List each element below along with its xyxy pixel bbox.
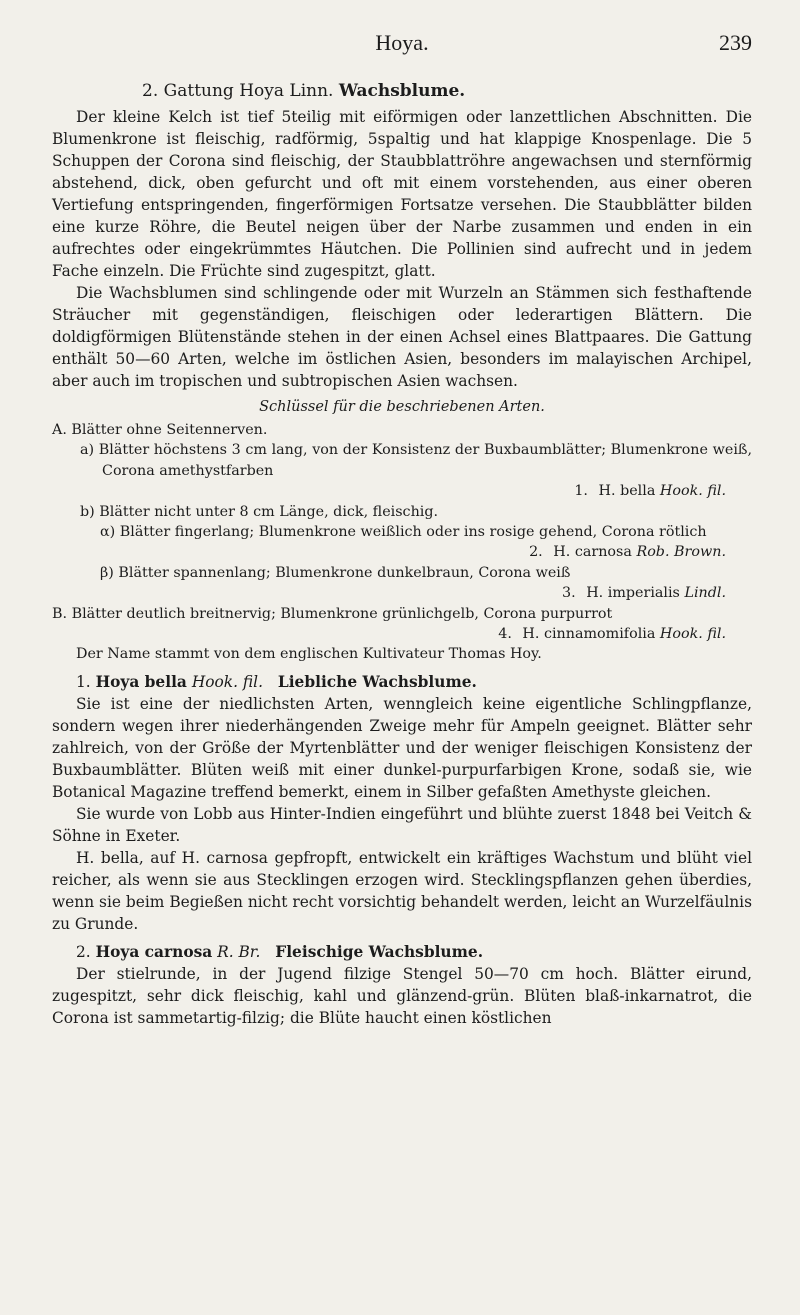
genus-common-name: Wachsblume. (338, 81, 466, 101)
species-bella-description: Sie ist eine der niedlichsten Arten, wenngleich keine eigentliche Schlingpflanze, sondern wegen ihrer niederhängenden Zweige mehr für Ampeln geeignet. Blätter sehr zahlreich, von der Größe der Myrtenblätter und der weniger fleischigen Konsistenz der Buxbaumblätter. Blüten weiß mit einer dunkel-purpurfarbigen Krone, sodaß sie, wie Botanical Magazine treffend bemerkt, einem in Silber gefaßten Amethyste gleichen. (52, 694, 752, 801)
key-result-3: 3. H. imperialis Lindl. (561, 585, 726, 602)
genus-label: Gattung (163, 81, 234, 101)
genus-description: Der kleine Kelch ist tief 5teilig mit eiförmigen oder lanzettlichen Abschnitten. Die Blumenkrone ist fleischig, radförmig, 5spaltig und hat klappige Knospenlage. Die 5 Schuppen der Corona sind fleischig, der Staubblattröhre angewachsen und sternförmig abstehend, dick, oben gefurcht und oft mit einem vorstehenden, aus einer oberen Vertiefung entspringenden, fingerförmigen Fortsatze versehen. Die Staubblätter bilden eine kurze Röhre, die Beutel neigen über der Narbe zusammen und enden in ein aufrechtes oder eingekrümmtes Häutchen. Die Pollinien sind aufrecht und in jedem Fache einzeln. Die Früchte sind zugespitzt, glatt. (52, 108, 752, 280)
species-bella-history: Sie wurde von Lobb aus Hinter-Indien eingeführt und blühte zuerst 1848 bei Veitch & Söhne in Exeter. (52, 804, 752, 845)
running-title: Hoya. (375, 30, 429, 55)
species-name: Hoya bella (95, 672, 187, 691)
key-entry-A: A. Blätter ohne Seitennerven. (52, 422, 268, 438)
species-heading-carnosa (52, 941, 752, 963)
key-entry-b: b) Blätter nicht unter 8 cm Länge, dick, fleischig. (80, 503, 439, 520)
key-result-4: 4. H. cinnamomifolia Hook. fil. (498, 626, 726, 643)
species-carnosa-description: Der stielrunde, in der Jugend filzige Stengel 50—70 cm hoch. Blätter eirund, zugespitzt, sehr dick fleischig, kahl und glänzend-grün. Blüten blaß-inkarnatrot, die Corona ist sammetartig-filzig; die Blüte haucht einen köstlichen (52, 964, 752, 1027)
page-content (52, 80, 752, 1029)
species-author: R. Br. (217, 942, 261, 961)
identification-key (52, 420, 752, 665)
key-title: Schlüssel für die beschriebenen Arten. (259, 399, 545, 415)
species-name: Hoya carnosa (95, 942, 213, 961)
key-result-1: 1. H. bella Hook. fil. (574, 483, 726, 500)
genus-number: 2. (142, 81, 159, 101)
species-number: 1. (76, 672, 91, 691)
species-heading-bella (52, 671, 752, 693)
page-number: 239 (719, 30, 752, 55)
running-head (52, 30, 752, 62)
species-bella-culture: H. bella, auf H. carnosa gepfropft, entwickelt ein kräftiges Wachstum und blüht viel reicher, als wenn sie aus Stecklingen erzogen wird. Stecklingspflanzen gehen überdies, wenn sie beim Begießen nicht recht vorsichtig behandelt werden, leicht an Wurzelfäulnis zu Grunde. (52, 848, 752, 933)
key-result-2: 2. H. carnosa Rob. Brown. (529, 544, 726, 561)
species-author: Hook. fil. (191, 672, 263, 691)
name-origin-note: Der Name stammt von dem englischen Kultivateur Thomas Hoy. (76, 646, 542, 663)
genus-habit: Die Wachsblumen sind schlingende oder mit Wurzeln an Stämmen sich festhaftende Sträucher mit gegenständigen, fleischigen oder lederartigen Blättern. Die doldigförmigen Blütenstände stehen in der einen Achsel eines Blattpaares. Die Gattung enthält 50—60 Arten, welche im östlichen Asien, besonders im malayischen Archipel, aber auch im tropischen und subtropischen Asien wachsen. (52, 284, 752, 390)
genus-heading (52, 80, 752, 102)
species-common-name: Fleischige Wachsblume. (275, 942, 484, 961)
genus-name: Hoya Linn. (239, 81, 334, 101)
key-entry-alpha: α) Blätter fingerlang; Blumenkrone weißlich oder ins rosige gehend, Corona rötlich (100, 524, 707, 541)
key-entry-a: a) Blätter höchstens 3 cm lang, von der Konsistenz der Buxbaumblätter; Blumenkrone weiß, Corona amethystfarben (80, 442, 752, 479)
species-common-name: Liebliche Wachsblume. (277, 672, 477, 691)
species-number: 2. (76, 942, 91, 961)
key-entry-B: B. Blätter deutlich breitnervig; Blumenkrone grünlichgelb, Corona purpurrot (52, 605, 613, 622)
key-entry-beta: β) Blätter spannenlang; Blumenkrone dunkelbraun, Corona weiß (100, 564, 571, 581)
book-page (52, 0, 752, 1315)
